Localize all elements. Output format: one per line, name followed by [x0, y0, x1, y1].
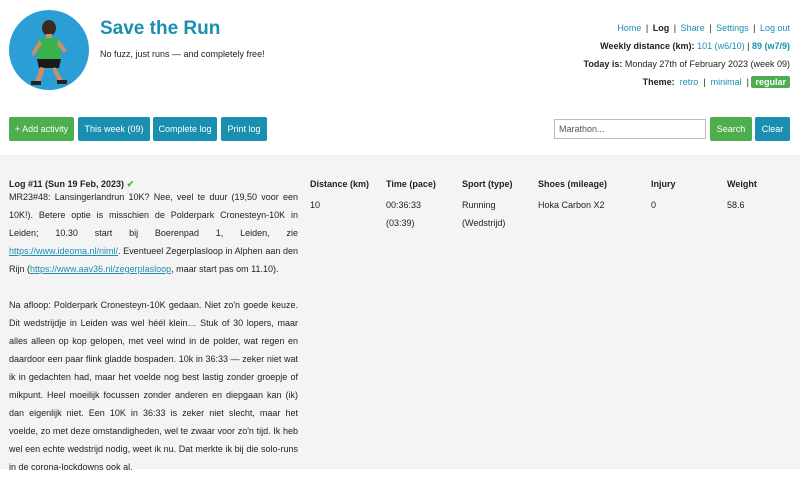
col-time: Time (pace): [386, 179, 436, 189]
nav-separator: |: [673, 23, 677, 33]
aav36-link[interactable]: https://www.aav36.nl/zegerplasloop: [30, 264, 172, 274]
entry-injury: 0: [651, 200, 657, 210]
theme-label: Theme:: [642, 77, 675, 87]
theme-separator: |: [703, 77, 706, 87]
log-paragraph-result: Na afloop: Polderpark Cronesteyn-10K gedaan. Niet zo'n goede keuze. Dit wedstrijdje in Leiden was wel héél klein… Stuk of 30 lopers, maar alles alleen op kop gelopen, met veel wind in de polder, wat regen en daardoor een paar flink gladde bospaden. 10k in 36:33 — zeker niet wat ik in gedachten had, maar het voelde nog best lastig zonder groepje of mikpunt. Heel moeilijk focussen zonder anderen en diepgaan kan (ik) dan eigenlijk niet. Een 10K in 36:33 is zeker niet slecht, maar het voelde, zo met deze omstandigheden, wel te zwaar voor zo'n tijd. Ik heb wel een echte wedstrijd nodig, weet ik nu. Dat merkte ik bij die solo-runs in de corona-lockdowns ook al.: [9, 300, 298, 472]
entry-weight: 58.6: [727, 200, 745, 210]
search-button[interactable]: Search: [710, 117, 752, 141]
theme-retro[interactable]: retro: [679, 77, 699, 87]
weekly-distance: [600, 41, 790, 51]
today-label: Today is:: [583, 59, 623, 69]
log-title-text: Log #11 (Sun 19 Feb, 2023): [9, 179, 125, 189]
app-title: Save the Run: [100, 18, 221, 39]
this-week-button[interactable]: This week (09): [78, 117, 150, 141]
entry-sport: [462, 196, 505, 232]
theme-separator: |: [746, 77, 749, 87]
runner-avatar: [9, 10, 89, 90]
log-paragraph-plan: [9, 188, 298, 278]
nav-home[interactable]: Home: [617, 23, 642, 33]
ideoma-link[interactable]: https://www.ideoma.nl/niml/: [9, 246, 119, 256]
nav-separator: |: [753, 23, 756, 33]
entry-distance: 10: [310, 200, 321, 210]
runner-icon: [9, 10, 89, 90]
weekly-distance-current[interactable]: 89 (w7/9): [751, 41, 790, 51]
entry-time-value: 00:36:33: [386, 200, 422, 210]
col-sport: Sport (type): [462, 179, 513, 189]
weekly-separator: |: [747, 41, 750, 51]
nav-logout[interactable]: Log out: [759, 23, 790, 33]
search-input[interactable]: [554, 119, 706, 139]
print-log-button[interactable]: Print log: [221, 117, 267, 141]
nav-separator: |: [645, 23, 649, 33]
nav-share[interactable]: Share: [680, 23, 705, 33]
entry-time: [386, 196, 421, 232]
top-navigation: [617, 23, 790, 33]
log-text: . Eventueel Zegerplasloop in Alphen aan den Rijn (: [9, 246, 298, 274]
nav-settings[interactable]: Settings: [716, 23, 749, 33]
entry-sport-type: (Wedstrijd): [462, 218, 506, 228]
col-shoes: Shoes (mileage): [538, 179, 608, 189]
col-injury: Injury: [651, 179, 676, 189]
weekly-distance-prev[interactable]: 101 (w6/10): [697, 41, 745, 51]
today-date: [584, 59, 790, 69]
log-description: [9, 188, 298, 494]
weekly-distance-label: Weekly distance (km):: [600, 41, 695, 51]
today-value: Monday 27th of February 2023 (week 09): [624, 59, 790, 69]
col-weight: Weight: [727, 179, 757, 189]
add-activity-button[interactable]: + Add activity: [9, 117, 74, 141]
clear-button[interactable]: Clear: [755, 117, 790, 141]
app-tagline: No fuzz, just runs — and completely free!: [100, 49, 265, 59]
nav-log[interactable]: Log: [652, 23, 670, 33]
check-icon: ✔: [126, 179, 135, 189]
theme-regular[interactable]: regular: [751, 76, 790, 88]
theme-switcher: [643, 76, 790, 88]
complete-log-button[interactable]: Complete log: [153, 117, 217, 141]
nav-separator: |: [709, 23, 712, 33]
entry-sport-value: Running: [462, 200, 496, 210]
log-text: MR23#48: Lansingerlandrun 10K? Nee, veel te duur (19,50 voor een 10K!). Betere optie is misschien de Polderpark Cronesteyn-10K in Leiden; 10.30 start bij Boerenpad 1, Leiden, zie: [9, 192, 298, 238]
col-distance: Distance (km): [310, 179, 370, 189]
theme-minimal[interactable]: minimal: [710, 77, 742, 87]
entry-shoes: Hoka Carbon X2: [538, 200, 605, 210]
entry-pace-value: (03:39): [386, 218, 415, 228]
log-text: , maar start pas om 11.10).: [171, 264, 279, 274]
